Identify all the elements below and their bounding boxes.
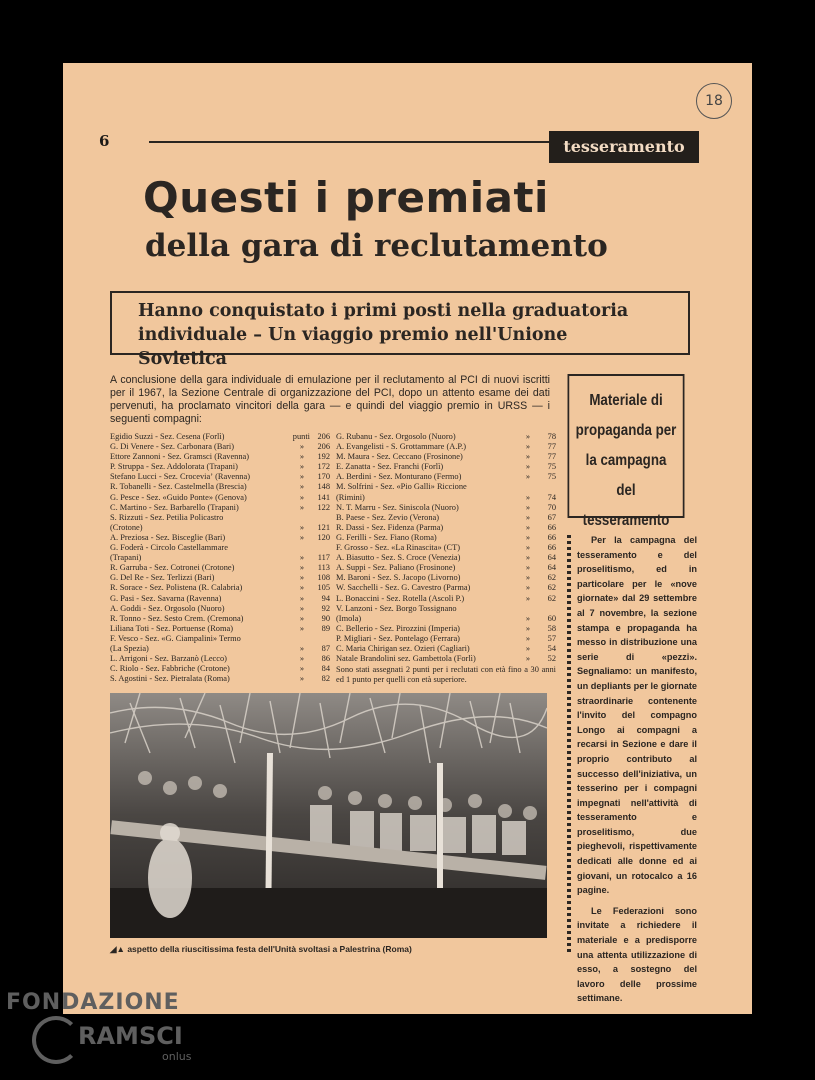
winner-name: E. Zanatta - Sez. Franchi (Forlì) [336,462,444,472]
winner-points-cell [286,432,330,442]
winner-points: 77 [547,442,556,452]
ditto-mark: » [299,482,304,492]
header-rule [149,141,549,143]
ditto-mark: » [299,462,304,472]
winner-name: G. Ferilli - Sez. Fiano (Roma) [336,532,437,542]
winner-name: M. Solfrini - Sez. «Pio Galli» Riccione (Rimini) [336,482,467,502]
winner-row [110,594,330,604]
winner-name: G. Di Venere - Sez. Carbonara (Bari) [110,442,235,452]
winner-name: C. Martino - Sez. Barbarello (Trapani) [110,502,239,512]
winner-points-cell [286,664,330,674]
winner-name: Liliana Toti - Sez. Portuense (Roma) [110,623,233,633]
winner-points: 87 [321,643,330,653]
winner-row [336,442,556,452]
winner-points-cell [512,442,556,452]
winner-points-cell [512,513,556,523]
winner-points-cell [286,503,330,513]
winner-name: V. Lanzoni - Sez. Borgo Tossignano (Imola) [336,603,457,623]
winners-list-left [110,432,330,684]
winner-name: G. Rubanu - Sez. Orgosolo (Nuoro) [336,432,456,441]
ditto-mark: » [299,502,304,512]
winner-points-cell [512,624,556,634]
winner-name: C. Riolo - Sez. Fabbriche (Crotone) [110,664,230,674]
ditto-mark: punti [292,432,310,441]
winner-points-cell [286,462,330,472]
winner-row [110,482,330,492]
winner-points: 120 [317,532,330,542]
winner-points-cell [286,523,330,533]
winner-row [336,432,556,442]
winner-name: M. Maura - Sez. Ceccano (Frosinone) [336,452,463,462]
winner-row [110,624,330,634]
winner-row [110,543,330,563]
winner-points: 117 [317,553,330,563]
winner-points: 60 [547,613,556,623]
winner-row [110,442,330,452]
ditto-mark: » [525,623,530,633]
ditto-mark: » [525,583,530,593]
winner-row [110,634,330,654]
winner-row [336,472,556,482]
winner-name: G. Pasi - Sez. Savarna (Ravenna) [110,593,222,603]
ditto-mark: » [299,583,304,593]
winner-points-cell [512,493,556,503]
sidebar-paragraph-2: Le Federazioni sono invitate a richiedere il materiale e a predisporre una attenta utilizzazione di esso, a sostegno del lavoro delle prossime settimane. [577,905,697,1004]
winner-points-cell [512,472,556,482]
winner-row [336,543,556,553]
winner-points-cell [286,563,330,573]
winner-name: F. Vesco - Sez. «G. Ciampalini» Termo (La Spezia) [110,633,241,653]
winner-points: 94 [321,593,330,603]
winner-row [110,503,330,513]
winner-points: 62 [547,583,556,593]
handwritten-page-number: 18 [696,83,732,119]
ditto-mark: » [299,603,304,613]
ditto-mark: » [525,532,530,542]
ditto-mark: » [299,522,304,532]
page-number: 6 [99,132,110,150]
photo-caption-text: aspetto della riuscitissima festa dell'Unità svoltasi a Palestrina (Roma) [127,944,412,954]
watermark-g-logo-icon [32,1016,80,1064]
winner-points-cell [512,452,556,462]
ditto-mark: » [525,502,530,512]
winner-points: 78 [547,432,556,441]
winner-row [336,563,556,573]
ditto-mark: » [525,573,530,583]
winner-points: 77 [547,452,556,462]
page-title: Questi i premiati [143,173,549,222]
winner-points-cell [512,583,556,593]
winner-points: 92 [321,603,330,613]
ditto-mark: » [299,623,304,633]
winner-points: 148 [317,482,330,492]
winner-name: N. T. Marru - Sez. Siniscola (Nuoro) [336,502,459,512]
winner-row [110,614,330,624]
winner-name: R. Dassi - Sez. Fidenza (Parma) [336,522,444,532]
winner-points: 206 [317,442,330,452]
winner-row [110,563,330,573]
winner-points: 54 [547,643,556,653]
event-photo [110,693,547,938]
winner-name: A. Berdini - Sez. Monturano (Fermo) [336,472,462,482]
winner-row [336,573,556,583]
winner-points-cell [286,624,330,634]
section-tag: tesseramento [549,131,699,163]
winner-points-cell [286,553,330,563]
winner-points: 89 [321,623,330,633]
winner-points: 170 [317,472,330,482]
winner-points: 74 [547,492,556,502]
ditto-mark: » [525,633,530,643]
ditto-mark: » [299,553,304,563]
winner-points-cell [512,614,556,624]
winner-points: 67 [547,512,556,522]
ditto-mark: » [525,432,530,441]
ditto-mark: » [525,613,530,623]
winner-name: M. Baroni - Sez. S. Jacopo (Livorno) [336,573,461,583]
sidebar-text [577,533,697,1006]
winner-row [336,604,556,624]
winner-points-cell [512,594,556,604]
ditto-mark: » [525,553,530,563]
winner-points: 113 [317,563,330,573]
winner-row [336,654,556,664]
winner-points-cell [512,432,556,442]
winner-name: R. Tobanelli - Sez. Castelmella (Brescia) [110,482,247,492]
sidebar-paragraph-1: Per la campagna del tesseramento e del proselitismo, ed in particolare per le «nove giornate» dal 29 settembre al 7 novembre, la sezione stampa e propaganda ha messo in distribuzione una serie di «pezzi». Segnaliamo: un manifesto, un depliants per le giornate straordinarie contenente l'invito del compagno Longo ai compagni a recarsi in Sezione e dare il proprio contributo al successo dell'iniziativa, un tesserino per i compagni impegnati nell'attività di tesseramento e proselitismo, due pieghevoli, rispettivamente dedicati alle donne ed ai giovani, un rotocalco a 16 pagine. [577,535,697,896]
winner-row [336,624,556,634]
winner-name: Ettore Zannoni - Sez. Gramsci (Ravenna) [110,452,250,462]
winner-points-cell [286,442,330,452]
ditto-mark: » [299,643,304,653]
ditto-mark: » [525,492,530,502]
winner-name: B. Paese - Sez. Zevio (Verona) [336,512,440,522]
winner-row [110,432,330,442]
winner-row [336,533,556,543]
winner-points: 75 [547,472,556,482]
winner-row [110,583,330,593]
winner-points-cell [512,553,556,563]
winner-name: L. Arrigoni - Sez. Barzanò (Lecco) [110,654,227,664]
winner-points: 75 [547,462,556,472]
ditto-mark: » [299,563,304,573]
winner-row [336,462,556,472]
winner-name: R. Tonno - Sez. Sesto Crem. (Cremona) [110,613,244,623]
winner-points-cell [512,543,556,553]
winner-points: 105 [317,583,330,593]
winner-name: R. Sorace - Sez. Polistena (R. Calabria) [110,583,243,593]
winner-name: S. Rizzuti - Sez. Petilia Policastro (Crotone) [110,512,224,532]
ditto-mark: » [525,654,530,664]
winner-name: P. Migliari - Sez. Pontelago (Ferrara) [336,633,460,643]
headline-box: Hanno conquistato i primi posti nella graduatoria individuale – Un viaggio premio nell'Unione Sovietica [110,291,690,355]
document-page [63,63,752,1014]
winner-points-cell [286,493,330,503]
winner-row [336,503,556,513]
winner-points: 52 [547,654,556,664]
winner-row [110,654,330,664]
winner-row [336,644,556,654]
ditto-mark: » [525,543,530,553]
winner-name: G. Pesce - Sez. «Guido Ponte» (Genova) [110,492,247,502]
winner-points: 64 [547,553,556,563]
winner-name: W. Sacchelli - Sez. G. Cavestro (Parma) [336,583,471,593]
winner-row [110,674,330,684]
ditto-mark: » [525,442,530,452]
ditto-mark: » [299,452,304,462]
winner-name: Stefano Lucci - Sez. Croceviaʼ (Ravenna) [110,472,250,482]
winner-row [110,452,330,462]
ditto-mark: » [525,563,530,573]
ditto-mark: » [299,492,304,502]
winner-name: F. Grosso - Sez. «La Rinascita» (CT) [336,543,461,553]
winner-name: L. Bonaccini - Sez. Rotella (Ascoli P.) [336,593,465,603]
ditto-mark: » [299,442,304,452]
winner-points: 64 [547,563,556,573]
winner-points-cell [286,594,330,604]
winners-list-right [336,432,556,685]
winner-points: 66 [547,543,556,553]
winner-row [336,482,556,502]
winner-points: 82 [321,674,330,684]
ditto-mark: » [525,593,530,603]
winner-points: 86 [321,654,330,664]
winner-name: R. Garruba - Sez. Cotronei (Crotone) [110,563,235,573]
winner-name: S. Agostini - Sez. Pietralata (Roma) [110,674,230,684]
winner-row [110,573,330,583]
winner-points-cell [512,563,556,573]
winner-points-cell [512,644,556,654]
winner-points-cell [512,523,556,533]
winner-name: Egidio Suzzi - Sez. Cesena (Forlì) [110,432,225,441]
winner-points-cell [512,654,556,664]
ditto-mark: » [299,532,304,542]
winner-row [336,452,556,462]
intro-paragraph: A conclusione della gara individuale di emulazione per il reclutamento al PCI di nuovi iscritti per il 1967, la Sezione Centrale di organizzazione del PCI, dopo un attento esame dei dati pervenuti, ha proclamato vincitori della gara — e quindi del viaggio premio in URSS — i seguenti compagni: [110,374,550,425]
winner-row [110,462,330,472]
winner-name: G. Del Re - Sez. Terlizzi (Bari) [110,573,215,583]
winner-name: G. Foderà - Circolo Castellammare (Trapani) [110,543,228,563]
ditto-mark: » [299,573,304,583]
winner-points-cell [286,573,330,583]
ditto-mark: » [525,522,530,532]
winner-points-cell [286,604,330,614]
winner-row [336,523,556,533]
winner-points: 66 [547,522,556,532]
ditto-mark: » [299,654,304,664]
caption-marker-icon: ◢▲ [110,944,128,954]
winner-points-cell [286,533,330,543]
winner-row [336,553,556,563]
winner-row [336,583,556,593]
winner-row [110,604,330,614]
winner-points: 90 [321,613,330,623]
winner-row [336,513,556,523]
ditto-mark: » [299,664,304,674]
ditto-mark: » [299,674,304,684]
winner-points: 62 [547,573,556,583]
ditto-mark: » [299,593,304,603]
points-note: Sono stati assegnati 2 punti per i reclutati con età fino a 30 anni ed 1 punto per quelli con età superiore. [336,665,556,685]
winner-row [110,513,330,533]
page-subtitle: della gara di reclutamento [145,228,608,264]
ditto-mark: » [525,452,530,462]
watermark-line2: RAMSCI [78,1022,183,1050]
winner-points: 58 [547,623,556,633]
ditto-mark: » [525,462,530,472]
winner-points-cell [286,452,330,462]
winner-points-cell [512,573,556,583]
winner-name: A. Evangelisti - S. Grottammare (A.P.) [336,442,467,452]
winner-name: A. Suppi - Sez. Paliano (Frosinone) [336,563,456,573]
winner-row [336,594,556,604]
winner-points: 122 [317,502,330,512]
winner-points-cell [512,503,556,513]
winner-points: 66 [547,532,556,542]
winner-name: C. Maria Chirigan sez. Ozieri (Cagliari) [336,643,470,653]
ditto-mark: » [299,613,304,623]
winner-name: C. Bellerio - Sez. Pirozzini (Imperia) [336,623,460,633]
winner-points-cell [512,634,556,644]
winner-name: Natale Brandolini sez. Gambettola (Forlì) [336,654,476,664]
winner-row [110,472,330,482]
dashed-divider [567,535,571,955]
winner-points-cell [286,674,330,684]
winner-name: A. Preziosa - Sez. Bisceglie (Bari) [110,532,226,542]
winner-points: 84 [321,664,330,674]
winner-points: 70 [547,502,556,512]
winner-points-cell [286,583,330,593]
winner-points-cell [512,533,556,543]
ditto-mark: » [525,643,530,653]
winner-row [110,664,330,674]
ditto-mark: » [525,472,530,482]
winner-points-cell [286,472,330,482]
watermark-line3: onlus [162,1050,192,1063]
ditto-mark: » [299,472,304,482]
winner-points: 62 [547,593,556,603]
winner-row [110,493,330,503]
photo-caption [110,944,547,955]
winner-points: 192 [317,452,330,462]
winner-points: 206 [317,432,330,441]
winner-points-cell [286,482,330,492]
winner-row [336,634,556,644]
winner-name: A. Biasutto - Sez. S. Croce (Venezia) [336,553,461,563]
winner-points: 57 [547,633,556,643]
winner-points: 108 [317,573,330,583]
winner-points-cell [512,462,556,472]
watermark-line1: FONDAZIONE [6,990,180,1015]
winner-points-cell [286,644,330,654]
winner-points: 172 [317,462,330,472]
winner-name: A. Goddi - Sez. Orgosolo (Nuoro) [110,603,225,613]
winner-name: P. Struppa - Sez. Addolorata (Trapani) [110,462,238,472]
winner-points: 121 [317,522,330,532]
sidebar-title-box: Materiale di propaganda per la campagna del tesseramento [568,374,685,518]
winner-points: 141 [317,492,330,502]
winner-points-cell [286,654,330,664]
winner-points-cell [286,614,330,624]
ditto-mark: » [525,512,530,522]
winner-row [110,533,330,543]
